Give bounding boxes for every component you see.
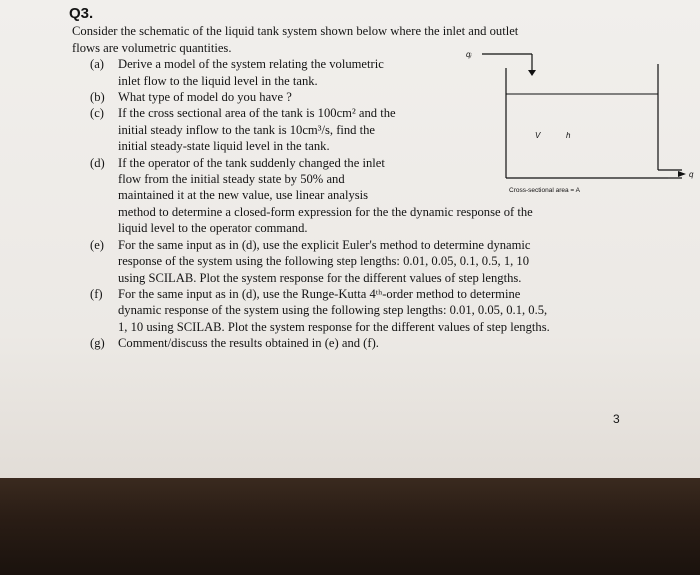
part-c-line: initial steady inflow to the tank is 10cm³/s, find the [118,122,376,137]
inlet-label: qᵢ [466,50,472,59]
part-a-line: inlet flow to the liquid level in the tank. [118,73,318,88]
part-d-line: maintained it at the new value, use linear analysis [118,188,369,203]
part-label: (e) [90,237,104,252]
part-f-line: dynamic response of the system using the following step lengths: 0.01, 0.05, 0.1, 0.5, [118,303,548,318]
part-d-line: method to determine a closed-form expression for the the dynamic response of the [118,204,533,219]
tank-schematic [460,42,700,212]
part-label: (a) [90,57,104,72]
part-e: (e) For the same input as in (d), use the explicit Euler's method to determine dynamic [90,237,531,252]
part-label: (b) [90,90,105,105]
level-label: h [566,131,571,140]
page-number: 3 [613,412,620,426]
volume-label: V [535,131,541,140]
inlet-arrow-icon [528,70,536,76]
part-label: (g) [90,336,105,351]
part-c: (c) If the cross sectional area of the tank is 100cm² and the [90,106,396,121]
area-label: Cross-sectional area = A [509,187,580,194]
part-b: (b) What type of model do you have ? [90,90,292,105]
part-label: (c) [90,106,104,121]
part-a: (a) Derive a model of the system relating the volumetric [90,57,384,72]
background-surface [0,478,700,575]
part-c-line: initial steady-state liquid level in the tank. [118,139,330,154]
part-g: (g) Comment/discuss the results obtained in (e) and (f). [90,336,379,351]
question-number: Q3. [69,5,94,22]
part-d: (d) If the operator of the tank suddenly changed the inlet [90,155,385,170]
part-e-line: response of the system using the following step lengths: 0.01, 0.05, 0.1, 0.5, 1, 10 [118,254,530,269]
intro-line: Consider the schematic of the liquid tank system shown below where the inlet and outlet [72,24,519,39]
outlet-label: q [689,170,694,179]
outlet-arrow-icon [678,171,686,177]
intro-line: flows are volumetric quantities. [72,40,232,55]
part-d-line: flow from the initial steady state by 50% and [118,172,345,187]
part-e-line: using SCILAB. Plot the system response for the different values of step lengths. [118,270,522,285]
part-f-line: 1, 10 using SCILAB. Plot the system response for the different values of step lengths. [118,319,550,334]
part-f: (f) For the same input as in (d), use the Runge-Kutta 4ᵗʰ-order method to determine [90,286,521,301]
part-d-line: liquid level to the operator command. [118,221,308,236]
part-label: (f) [90,286,103,301]
part-label: (d) [90,155,105,170]
